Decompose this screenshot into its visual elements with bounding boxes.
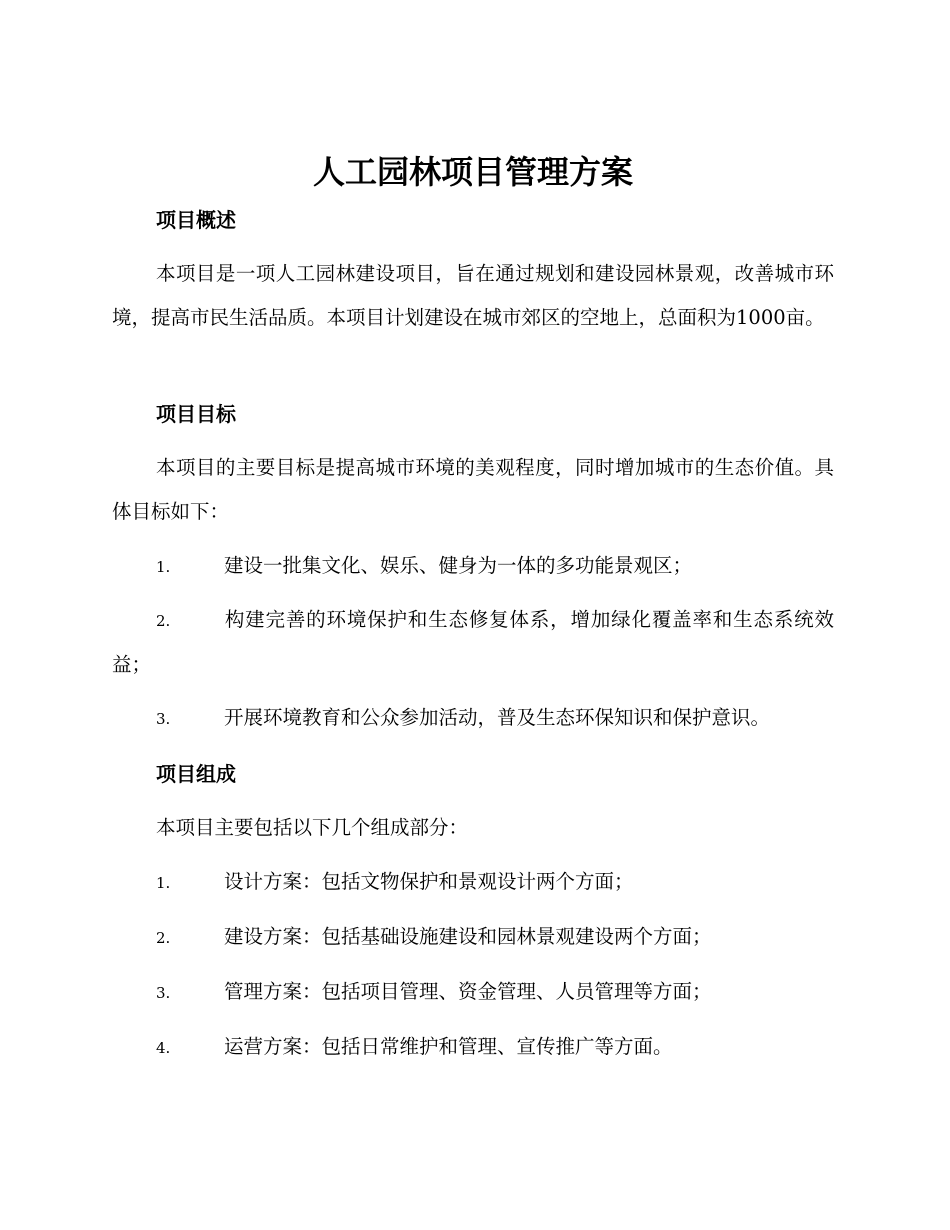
list-item: [112, 860, 834, 905]
section-paragraph-components: 本项目主要包括以下几个组成部分：: [156, 816, 469, 839]
document-title: 人工园林项目管理方案: [312, 153, 633, 191]
list-item: [112, 915, 834, 960]
list-item-text: 设计方案：包括文物保护和景观设计两个方面；: [224, 870, 634, 893]
list-item-number: 4.: [156, 1039, 171, 1057]
list-item-number: 2.: [156, 612, 171, 630]
list-item: [112, 970, 834, 1015]
list-item-text: 管理方案：包括项目管理、资金管理、人员管理等方面；: [224, 980, 712, 1003]
list-item-number: 2.: [156, 929, 171, 947]
list-item: [112, 598, 834, 687]
list-item: [112, 696, 834, 741]
list-item-number: 3.: [156, 710, 171, 728]
list-item: [112, 544, 834, 589]
section-paragraph-overview: 本项目是一项人工园林建设项目，旨在通过规划和建设园林景观，改善城市环境，提高市民生活品质。本项目计划建设在城市郊区的空地上，总面积为1000亩。: [112, 262, 834, 329]
list-item-text: 建设一批集文化、娱乐、健身为一体的多功能景观区；: [224, 554, 693, 577]
list-item-text: 建设方案：包括基础设施建设和园林景观建设两个方面；: [224, 925, 712, 948]
section-heading-components: 项目组成: [156, 762, 236, 786]
list-item-text: 开展环境教育和公众参加活动，普及生态环保知识和保护意识。: [224, 706, 771, 729]
list-item-text: 运营方案：包括日常维护和管理、宣传推广等方面。: [224, 1035, 673, 1058]
list-item: [112, 1025, 834, 1070]
section-paragraph-goals: 本项目的主要目标是提高城市环境的美观程度，同时增加城市的生态价值。具体目标如下：: [112, 456, 834, 523]
list-item-text: 构建完善的环境保护和生态修复体系，增加绿化覆盖率和生态系统效益；: [112, 608, 834, 676]
list-item-number: 3.: [156, 984, 171, 1002]
list-item-number: 1.: [156, 558, 171, 576]
section-heading-overview: 项目概述: [156, 208, 236, 232]
list-item-number: 1.: [156, 874, 171, 892]
section-heading-goals: 项目目标: [156, 402, 236, 426]
